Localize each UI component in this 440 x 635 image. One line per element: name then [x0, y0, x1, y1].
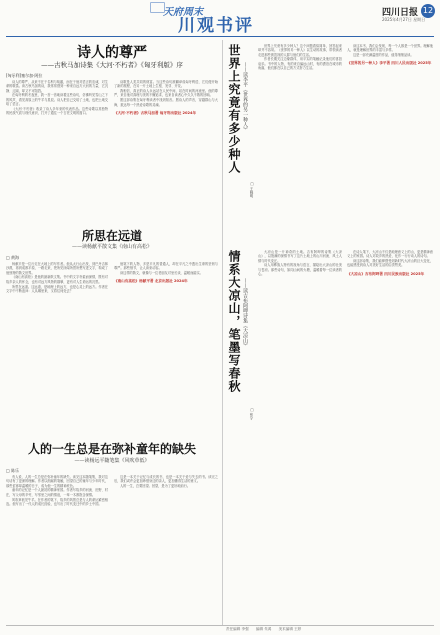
article-subtitle: ——读李平《世界的另一种人》	[242, 62, 248, 132]
paragraph: 读这样的散文，就像与一位老朋友对坐长谈，温暖而踏实。	[120, 271, 203, 276]
article-poet-dignity	[6, 42, 218, 222]
article-byline: □ 黄海	[6, 255, 20, 260]
masthead-rule	[6, 36, 434, 37]
book-caption: 《南山有高松》杨献平著 北京出版社 2024年	[114, 279, 188, 284]
paragraph: 我相信，真正的诗人永远站在人民中间，站在时间的河流里。他的尊严，来自他对真理与美的不懈追求，也来自读者心中久久不散的回响。	[114, 89, 218, 98]
page-number-badge: 12	[421, 4, 435, 18]
paragraph: 大凉山是一片神奇的土地。吉布阿呷的诗集《大凉山》，以饱满的深情书写了这片土地上的山川河流、风土人情与时代变迁。	[258, 250, 342, 263]
article-body-col1	[6, 80, 108, 220]
article-byline: [匈牙利]塞尔加·阿拉	[6, 73, 43, 78]
paragraph: 他笔下的人物，多是平凡的普通人，却在平凡之中透出生命的坚韧与尊严。那些细节，让人读来动容。	[114, 262, 218, 271]
article-body-col1	[258, 250, 342, 608]
footer-designer: 编辑 朱鸿	[255, 627, 272, 631]
paragraph: 在匈牙利的冬夜里，我一首一首地读着这些诗句，仿佛听见雪山之下的风声，看见高原上的牛羊与星辰。诗人把自己交给了土地，也把土地交给了语言。	[6, 93, 108, 107]
article-body-col2	[114, 475, 218, 625]
paragraph: 诗人的尊严，从来不在于名利与喧嚣，而在于他对语言的忠诚，对生命的敬畏。读古秋马加的诗，我常常感到一种来自远方大河的力量，它沉静、辽阔，却又不可阻挡。	[6, 80, 108, 93]
section-kicker: 天府周末	[163, 7, 203, 18]
article-body-col1	[6, 475, 108, 625]
paragraph: 诗人用彝族人特有的视角与语言，描绘出大凉山的壮美与苍凉。那些诗句，如同山间的火塘，温暖着每一位读者的心。	[258, 263, 342, 277]
paragraph: 世界上究竟有多少种人？这个问题看似简单，回答起来却并不容易。《世界的另一种人》以生动的故事，带领读者走进那些被忽视的人群与他们的生活。	[258, 44, 342, 57]
paragraph: 《南山有高松》是他的最新散文集。书中的文字朴素而深情，既有对故乡亲人的怀念，也有对远方风物的描摹，更有对人生命运的沉思。	[6, 275, 108, 284]
article-daliangshan	[226, 248, 434, 610]
article-body-col2	[114, 262, 218, 362]
article-body-col2	[347, 44, 433, 240]
paragraph: 读这本书，我们会发现，每一个人都是一个世界。理解他人，就是理解世界的丰富与多样。	[347, 44, 433, 53]
article-body-col2	[347, 250, 433, 608]
article-title: 世界上究竟有多少种人	[227, 44, 241, 174]
paragraph: 杨献平是一位行走在大地上的写作者。他从太行山出发，到巴丹吉林沙漠，再到成都平原，一路走来，把所见所闻所思所想写进文字，构成了他独特的散文世界。	[6, 262, 108, 275]
paragraph: 所思在远道。这远道，是地理上的远方，也是心灵上的远方。作者在文字中不断追问：人从哪里来，又将往何处去？	[6, 284, 108, 293]
paragraph: 这是一部充满温度的作品，值得细细品读。	[353, 53, 414, 58]
article-subtitle: ——古秋马加诗集《大河·不朽者》《匈牙利版》序	[41, 61, 183, 69]
article-title: 情系大凉山，笔墨写春秋	[227, 250, 241, 393]
footer-proofreader: 美术编辑 王婷	[278, 627, 302, 631]
article-body-col1	[258, 44, 342, 240]
paragraph: 诗歌是人类共同的财富。当这些诗句被翻译成匈牙利语，它们便开始了新的旅程，在另一片土地上生根、发芽、开花。	[114, 80, 218, 89]
article-kinds-of-people	[226, 42, 434, 242]
section-title: 川观书评	[178, 16, 254, 36]
article-body-col1	[6, 262, 108, 362]
masthead	[0, 0, 440, 40]
paragraph: 在诗人笔下，大凉山不仅是地理意义上的山，更是精神意义上的家园。诗人对故乡的热爱，化作一行行动人的诗句。	[347, 250, 433, 259]
paragraph: 人的一生，总要回望。回望，是为了更好地前行。	[120, 484, 191, 489]
paragraph: 有人说，人的一生总是在弥补童年的缺失。读完这本随笔集，我对这句话有了更深的理解。作者以细腻的笔触，回望自己的童年与少年时代，那些贫寒却温暖的日子，成为他一生的精神底色。	[6, 475, 108, 488]
article-body-col2	[114, 80, 218, 220]
article-title: 所思在远道	[81, 229, 142, 243]
masthead-ornament	[150, 2, 165, 13]
article-subtitle: ——读杨远平随笔集《风吹草低》	[74, 458, 150, 464]
book-caption: 《世界的另一种人》李平著 四川人民出版社 2025年	[347, 61, 432, 66]
article-title: 人的一生总是在弥补童年的缺失	[27, 442, 196, 456]
newspaper-name: 四川日报	[382, 8, 419, 18]
article-byline: □ 陈乐	[6, 468, 20, 473]
footer-rule	[6, 625, 434, 626]
article-title: 诗人的尊严	[77, 45, 147, 61]
paragraph: 作者长期关注边缘群体，用平实的笔触记录他们的喜怒哀乐。书中的人物，有的来自偏远山村，有的漂泊在城市的角落，他们都在以自己的方式努力生活。	[258, 57, 342, 71]
book-caption: 《大河·不朽者》古秋马加著 匈牙利出版社 2024年	[114, 110, 197, 115]
paragraph: 童年的记忆是一个人最初的精神家园。作者写故乡的河流、田野、村庄，写父母的辛劳，写邻里之间的情谊，一草一木都饱含深情。	[6, 488, 108, 497]
column-divider	[222, 40, 223, 625]
page-footer	[226, 627, 434, 632]
paragraph: 愿这部诗集在匈牙利读者中找到知音。愿诗人的声音，穿越群山与大海，抵达每一个热爱诗歌的灵魂。	[114, 98, 218, 107]
paragraph: 《大河·不朽者》收录了诗人多年来的代表作品。这些诗歌以其独特的民族气质与现代意识，打开了通往一个古老文明的窗口。	[6, 106, 108, 116]
footer-editor: 责任编辑 李强	[226, 627, 249, 631]
paragraph: 这是一本关于记忆与成长的书，也是一本关于爱与失去的书。读完之后，我们或许会更加珍惜身边的亲人，更加懂得生活的意义。	[114, 475, 218, 484]
paragraph: 读这部诗集，我们能够感受到新时代大凉山的巨大变化，也能感受到诗人对美好生活的由衷赞美。	[347, 259, 433, 268]
paragraph: 风吹草低见牛羊。在作者的笔下，故乡的风景总是与人的命运紧密相连。他写出了一代人的成长经验，也写出了时代变迁中的乡土中国。	[6, 497, 108, 506]
article-subtitle: ——读吉布阿呷诗集《大凉山》	[242, 278, 248, 348]
article-distant-road	[6, 225, 218, 365]
article-subtitle: ——读杨献平散文集《南山有高松》	[71, 244, 152, 250]
issue-date: 2025年4月27日 星期日	[382, 17, 426, 22]
article-childhood	[6, 440, 218, 625]
article-byline: □ 王晓明	[250, 182, 254, 198]
book-caption: 《大凉山》吉布阿呷著 四川民族出版社 2025年	[347, 271, 425, 276]
article-byline: □ 张宁	[250, 408, 254, 421]
